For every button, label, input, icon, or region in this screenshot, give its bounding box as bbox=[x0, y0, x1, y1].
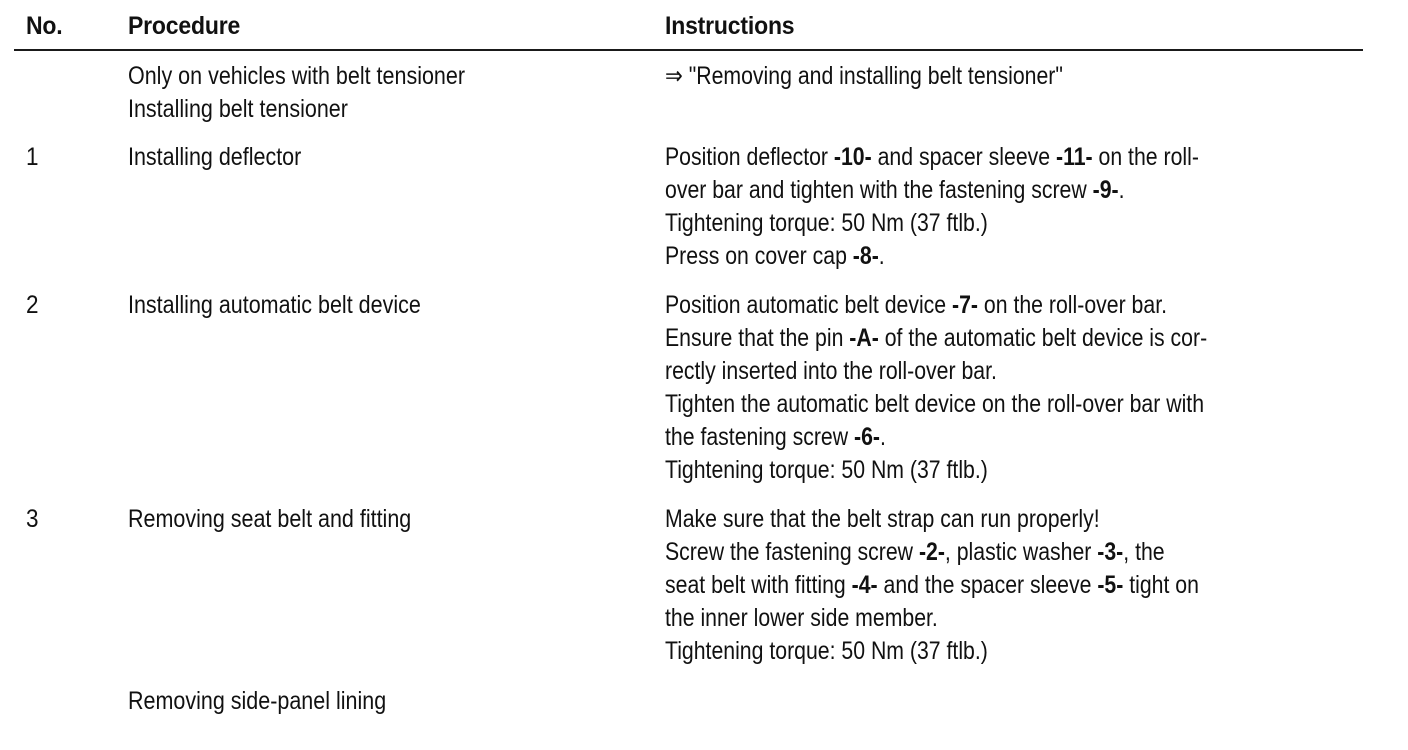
instruction-text: Tighten the automatic belt device on the roll-over bar with bbox=[665, 390, 1205, 418]
instruction-text: on the roll-over bar. bbox=[978, 291, 1168, 319]
instruction-line bbox=[665, 454, 1345, 487]
instruction-line bbox=[665, 536, 1345, 569]
part-reference: -3- bbox=[1097, 538, 1124, 566]
instruction-line bbox=[665, 322, 1345, 355]
instruction-line bbox=[665, 141, 1345, 174]
instruction-line bbox=[665, 174, 1345, 207]
instruction-line bbox=[665, 388, 1345, 421]
part-reference: -A- bbox=[849, 324, 879, 352]
row-procedure bbox=[128, 503, 575, 536]
instruction-line bbox=[665, 421, 1345, 454]
procedure-line: Installing automatic belt device bbox=[128, 291, 421, 319]
instruction-text: Tightening torque: 50 Nm (37 ftlb.) bbox=[665, 456, 988, 484]
row-procedure bbox=[128, 685, 575, 718]
row-procedure bbox=[128, 60, 575, 126]
instruction-line bbox=[665, 355, 1345, 388]
part-reference: -7- bbox=[952, 291, 979, 319]
instruction-text: tight on bbox=[1123, 571, 1199, 599]
row-instructions bbox=[665, 503, 1345, 668]
instruction-line bbox=[665, 503, 1345, 536]
row-procedure bbox=[128, 289, 575, 322]
instruction-text: Position deflector bbox=[665, 143, 834, 171]
part-reference: -6- bbox=[853, 423, 880, 451]
procedure-line: Installing belt tensioner bbox=[128, 95, 348, 123]
part-reference: -11- bbox=[1055, 143, 1093, 171]
instruction-line bbox=[665, 207, 1345, 240]
instruction-text: Screw the fastening screw bbox=[665, 538, 919, 566]
instruction-line bbox=[665, 602, 1345, 635]
row-number: 3 bbox=[26, 505, 39, 533]
instruction-text: , the bbox=[1123, 538, 1165, 566]
part-reference: -10- bbox=[833, 143, 872, 171]
instruction-text: Press on cover cap bbox=[665, 242, 853, 270]
instruction-text: of the automatic belt device is cor- bbox=[878, 324, 1208, 352]
part-reference: -9- bbox=[1092, 176, 1119, 204]
part-reference: -4- bbox=[851, 571, 878, 599]
procedure-line: Removing side-panel lining bbox=[128, 687, 387, 715]
instruction-text: Tightening torque: 50 Nm (37 ftlb.) bbox=[665, 209, 988, 237]
instruction-line bbox=[665, 635, 1345, 668]
instruction-text: the inner lower side member. bbox=[665, 604, 938, 632]
row-procedure bbox=[128, 141, 575, 174]
instruction-line bbox=[665, 240, 1345, 273]
instruction-text: ⇒ "Removing and installing belt tensioner" bbox=[665, 62, 1063, 90]
instruction-line bbox=[665, 569, 1345, 602]
instruction-text: Tightening torque: 50 Nm (37 ftlb.) bbox=[665, 637, 988, 665]
instruction-line bbox=[665, 60, 1345, 93]
instruction-text: . bbox=[878, 242, 885, 270]
part-reference: -5- bbox=[1097, 571, 1124, 599]
part-reference: -8- bbox=[852, 242, 879, 270]
row-instructions bbox=[665, 289, 1345, 487]
procedure-line: Removing seat belt and fitting bbox=[128, 505, 412, 533]
procedure-line: Installing deflector bbox=[128, 143, 302, 171]
row-instructions bbox=[665, 141, 1345, 273]
header-instructions: Instructions bbox=[665, 12, 795, 40]
instruction-text: Make sure that the belt strap can run properly! bbox=[665, 505, 1100, 533]
instruction-text: Ensure that the pin bbox=[665, 324, 850, 352]
instruction-text: on the roll- bbox=[1092, 143, 1199, 171]
instruction-text: . bbox=[879, 423, 886, 451]
instruction-text: and spacer sleeve bbox=[871, 143, 1056, 171]
instruction-text: rectly inserted into the roll-over bar. bbox=[665, 357, 997, 385]
instruction-text: . bbox=[1118, 176, 1125, 204]
instruction-text: seat belt with fitting bbox=[665, 571, 852, 599]
instruction-text: , plastic washer bbox=[944, 538, 1098, 566]
part-reference: -2- bbox=[918, 538, 945, 566]
instruction-line bbox=[665, 289, 1345, 322]
row-number: 1 bbox=[26, 143, 39, 171]
instruction-text: Position automatic belt device bbox=[665, 291, 953, 319]
header-rule bbox=[14, 49, 1363, 51]
header-procedure: Procedure bbox=[128, 12, 241, 40]
instruction-text: and the spacer sleeve bbox=[877, 571, 1098, 599]
row-instructions bbox=[665, 60, 1345, 93]
procedure-line: Only on vehicles with belt tensioner bbox=[128, 62, 466, 90]
header-no: No. bbox=[26, 12, 63, 40]
instruction-text: over bar and tighten with the fastening screw bbox=[665, 176, 1093, 204]
instruction-text: the fastening screw bbox=[665, 423, 854, 451]
row-number: 2 bbox=[26, 291, 39, 319]
